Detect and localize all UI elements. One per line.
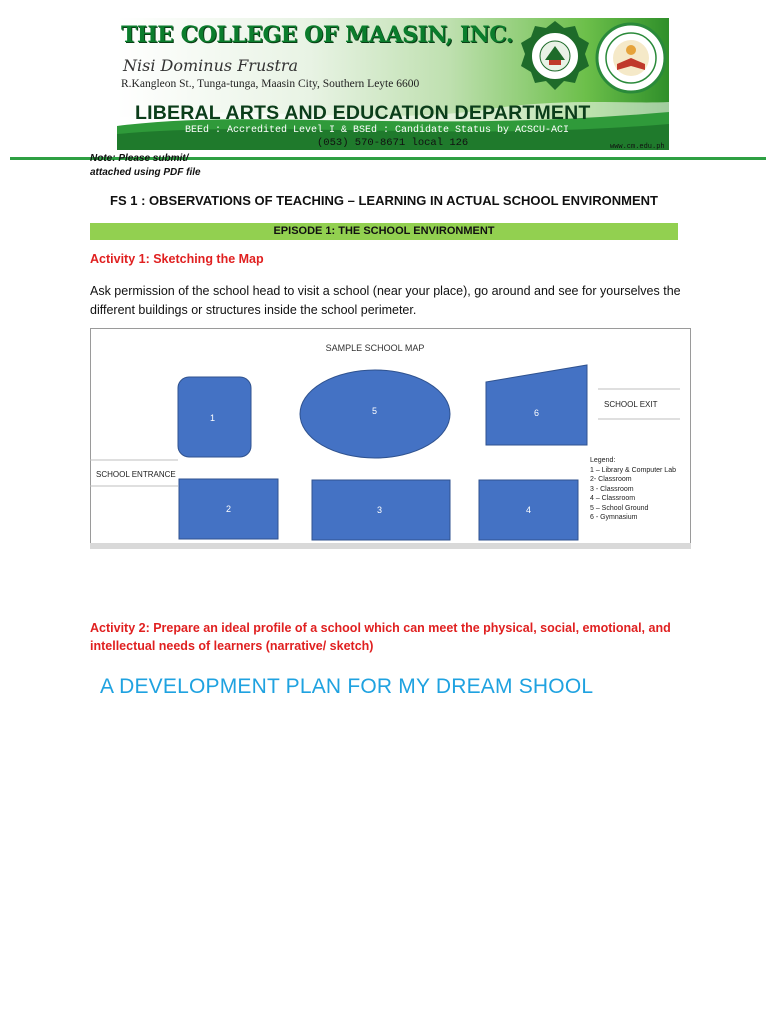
- college-name: THE COLLEGE OF MAASIN, INC.: [121, 22, 513, 48]
- website-url: www.cm.edu.ph: [610, 143, 665, 151]
- building-1-number: 1: [210, 413, 216, 423]
- department-name: LIBERAL ARTS AND EDUCATION DEPARTMENT: [135, 102, 591, 124]
- college-address: R.Kangleon St., Tunga-tunga, Maasin City, Southern Leyte 6600: [121, 78, 420, 90]
- legend-item: 4 – Classroom: [590, 495, 636, 502]
- episode-heading: EPISODE 1: THE SCHOOL ENVIRONMENT: [90, 223, 678, 240]
- college-motto: Nisi Dominus Frustra: [123, 56, 299, 75]
- legend-item: 3 - Classroom: [590, 485, 634, 493]
- activity-1-instructions: Ask permission of the school head to visit a school (near your place), go around and see for yourselves the different buildings or structures inside the school perimeter.: [90, 284, 681, 317]
- development-plan-title: A DEVELOPMENT PLAN FOR MY DREAM SHOOL: [100, 675, 594, 698]
- header-banner: [117, 18, 669, 150]
- note-line-2: attached using PDF file: [90, 167, 201, 178]
- department-seal-icon: [595, 22, 667, 94]
- phone-number: (053) 570-8671 local 126: [317, 137, 469, 149]
- map-legend: [590, 456, 676, 523]
- building-3-number: 3: [377, 505, 383, 515]
- activity-1-heading: Activity 1: Sketching the Map: [90, 252, 264, 266]
- note-line-1: Note: Please submit/: [90, 153, 189, 164]
- building-6-number: 6: [534, 408, 540, 418]
- school-entrance-label: SCHOOL ENTRANCE: [96, 470, 176, 479]
- building-2-number: 2: [226, 504, 232, 514]
- legend-item: 6 - Gymnasium: [590, 514, 638, 521]
- legend-item: 5 – School Ground: [590, 504, 649, 512]
- submission-note: [90, 152, 201, 180]
- activity-2-heading: Activity 2: Prepare an ideal profile of a school which can meet the physical, social, emotional, and intellectual needs of learners (narrative/ sketch): [90, 621, 671, 653]
- map-title: SAMPLE SCHOOL MAP: [325, 343, 425, 353]
- college-seal-icon: [519, 20, 591, 92]
- building-4-number: 4: [526, 505, 532, 515]
- sample-school-map: [90, 328, 691, 549]
- map-bottom-shade: [90, 543, 691, 549]
- legend-heading: Legend:: [590, 457, 616, 464]
- building-5-number: 5: [372, 406, 378, 416]
- legend-item: 1 – Library & Computer Lab: [590, 466, 676, 474]
- document-title: FS 1 : OBSERVATIONS OF TEACHING – LEARNING IN ACTUAL SCHOOL ENVIRONMENT: [110, 193, 658, 208]
- school-exit-label: SCHOOL EXIT: [604, 400, 658, 409]
- legend-item: 2- Classroom: [590, 476, 632, 483]
- accreditation-status: BEEd : Accredited Level I & BSEd : Candidate Status by ACSCU-ACI: [185, 125, 570, 136]
